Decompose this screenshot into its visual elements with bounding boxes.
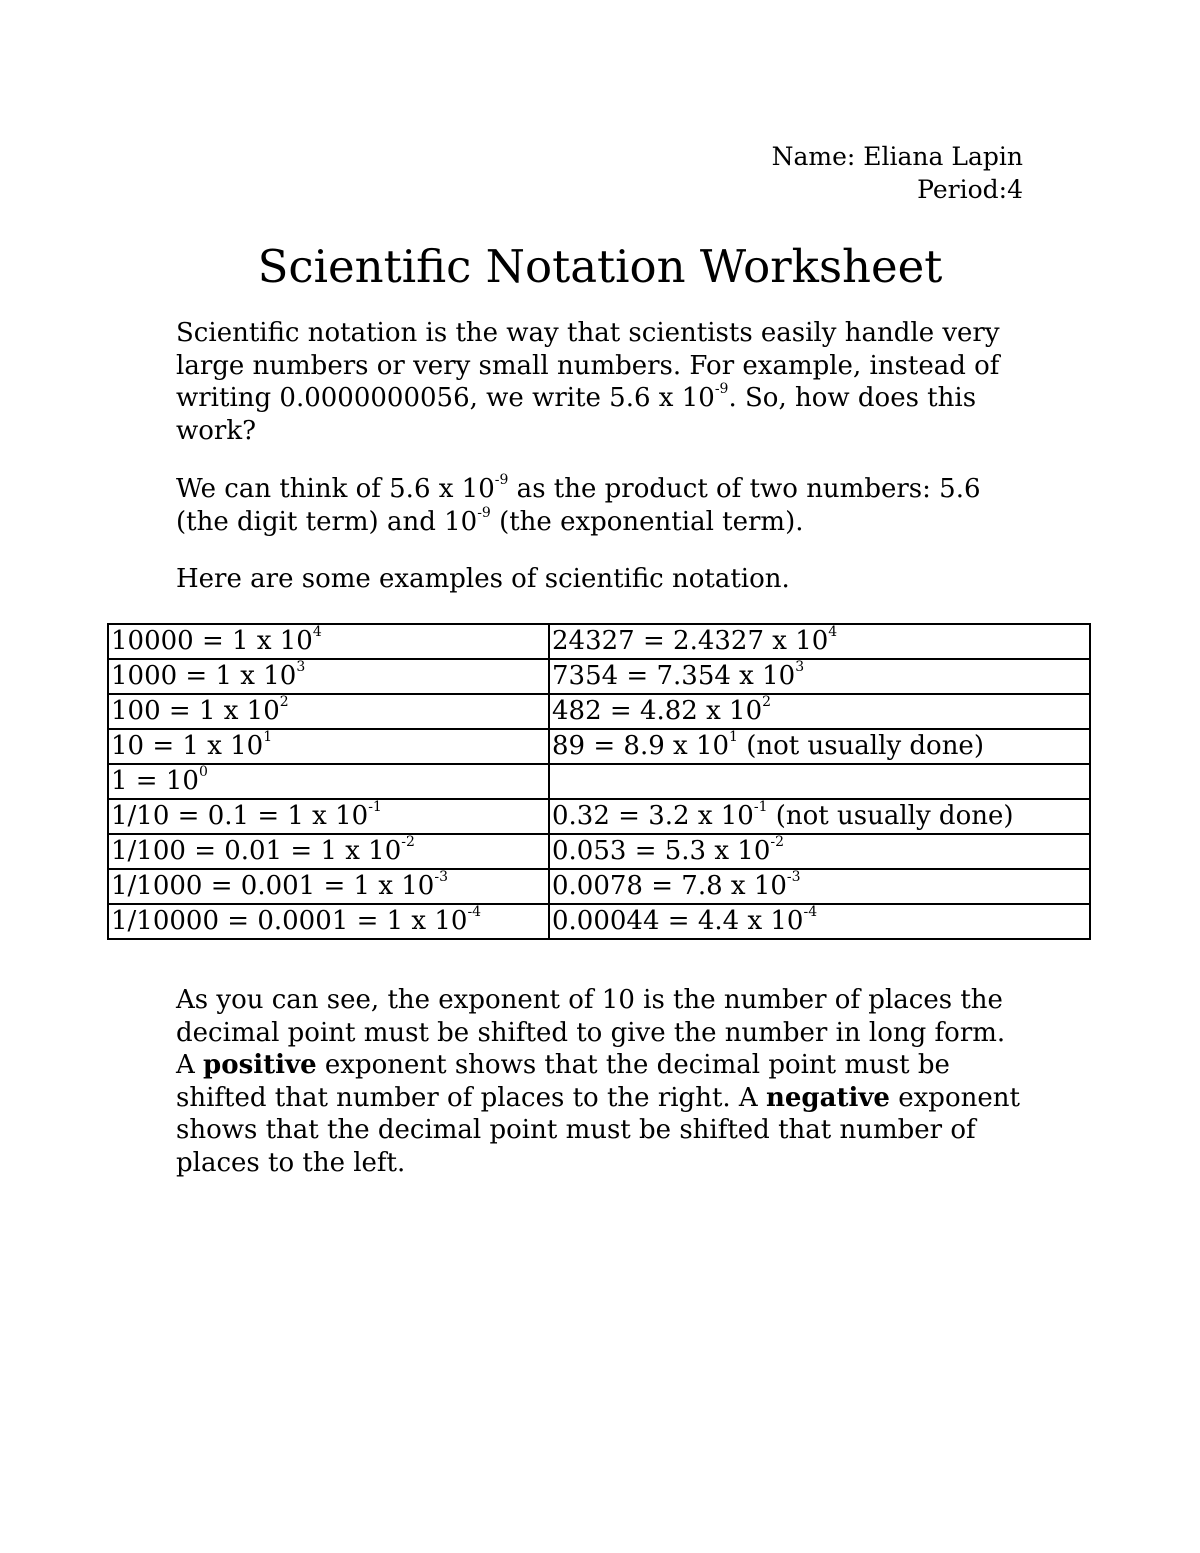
cell-base: 7354 = 7.354 x 10: [552, 661, 796, 691]
product-text-a: We can think of 5.6 x 10: [176, 474, 495, 504]
student-period: Period:4: [917, 175, 1023, 204]
negative-keyword: negative: [765, 1082, 890, 1113]
conclusion-text-c: exponent shows that the decimal point must be shifted that number of places to the left.: [176, 1082, 1020, 1178]
table-cell-right: [549, 659, 1090, 694]
product-text-b: as the product of two numbers: 5.6 (the digit term) and 10: [176, 474, 981, 537]
table-cell-left: [108, 694, 549, 729]
cell-exponent: -1: [753, 799, 768, 816]
positive-keyword: positive: [203, 1050, 317, 1080]
cell-exponent: 3: [795, 659, 805, 676]
cell-exponent: -4: [803, 904, 818, 921]
table-cell-left: [108, 799, 549, 834]
cell-base: 1/1000 = 0.001 = 1 x 10: [111, 871, 435, 901]
table-row: [108, 729, 1090, 764]
table-cell-left: [108, 729, 549, 764]
intro-text: Scientific notation is the way that scientists easily handle very large numbers or very small numbers. For example, instead of writing 0.0000000056, we write 5.6 x 10: [176, 318, 1000, 413]
cell-base: 100 = 1 x 10: [111, 696, 280, 726]
cell-note: (not usually done): [767, 801, 1014, 831]
cell-base: 89 = 8.9 x 10: [552, 731, 730, 761]
cell-exponent: -1: [368, 799, 382, 816]
table-cell-left: [108, 659, 549, 694]
table-cell-left: [108, 624, 549, 659]
cell-exponent: -2: [401, 834, 415, 851]
cell-base: 0.0078 = 7.8 x 10: [552, 871, 787, 901]
cell-base: 1/100 = 0.01 = 1 x 10: [111, 836, 402, 866]
intro-text-end: . So, how does this work?: [176, 383, 977, 446]
cell-base: 482 = 4.82 x 10: [552, 696, 763, 726]
table-cell-right: [549, 799, 1090, 834]
cell-exponent: 1: [729, 729, 738, 746]
cell-exponent: -2: [770, 834, 785, 851]
conclusion-text-b: exponent shows that the decimal point must be shifted that number of places to the right. A: [176, 1050, 950, 1113]
cell-exponent: -3: [434, 869, 448, 886]
examples-table: [107, 623, 1091, 940]
cell-exponent: 2: [762, 694, 772, 711]
table-cell-right: [549, 764, 1090, 799]
examples-intro: Here are some examples of scientific notation.: [176, 564, 790, 594]
table-row: [108, 904, 1090, 939]
table-cell-right: [549, 834, 1090, 869]
cell-exponent: 4: [312, 624, 322, 641]
table-row: [108, 624, 1090, 659]
table-row: [108, 694, 1090, 729]
table-cell-left: [108, 904, 549, 939]
cell-exponent: -4: [467, 904, 482, 921]
table-row: [108, 869, 1090, 904]
cell-note: (not usually done): [737, 731, 984, 761]
cell-base: 1 = 10: [111, 766, 199, 796]
product-exponent-1: -9: [494, 472, 509, 489]
table-row: [108, 834, 1090, 869]
table-row: [108, 659, 1090, 694]
student-info: [772, 140, 1023, 206]
page-title: Scientific Notation Worksheet: [257, 240, 943, 293]
cell-base: 24327 = 2.4327 x 10: [552, 626, 829, 656]
cell-exponent: 0: [198, 764, 208, 781]
table-cell-right: [549, 729, 1090, 764]
cell-exponent: 1: [263, 729, 273, 746]
intro-paragraph: [176, 317, 1026, 447]
cell-base: 0.00044 = 4.4 x 10: [552, 906, 804, 936]
table-row: [108, 799, 1090, 834]
table-row: [108, 764, 1090, 799]
intro-exponent: -9: [714, 381, 729, 398]
cell-exponent: 3: [296, 659, 306, 676]
table-cell-right: [549, 869, 1090, 904]
cell-base: 1000 = 1 x 10: [111, 661, 297, 691]
product-paragraph: [176, 473, 1026, 538]
product-exponent-2: -9: [477, 504, 491, 521]
table-cell-left: [108, 834, 549, 869]
conclusion-paragraph: [176, 984, 1026, 1179]
cell-base: 1/10 = 0.1 = 1 x 10: [111, 801, 369, 831]
cell-exponent: -3: [786, 869, 801, 886]
table-cell-right: [549, 624, 1090, 659]
conclusion-text-a: As you can see, the exponent of 10 is the number of places the decimal point must be shifted to give the number in long form. A: [176, 985, 1006, 1080]
cell-base: 10000 = 1 x 10: [111, 626, 313, 656]
cell-base: 10 = 1 x 10: [111, 731, 264, 761]
cell-base: 0.053 = 5.3 x 10: [552, 836, 771, 866]
product-text-c: (the exponential term).: [490, 506, 804, 537]
table-cell-right: [549, 694, 1090, 729]
table-cell-left: [108, 869, 549, 904]
cell-base: 1/10000 = 0.0001 = 1 x 10: [111, 906, 468, 936]
cell-exponent: 4: [828, 624, 838, 641]
student-name: Name: Eliana Lapin: [771, 142, 1023, 171]
cell-base: 0.32 = 3.2 x 10: [552, 801, 754, 831]
cell-exponent: 2: [279, 694, 289, 711]
table-cell-right: [549, 904, 1090, 939]
table-cell-left: [108, 764, 549, 799]
